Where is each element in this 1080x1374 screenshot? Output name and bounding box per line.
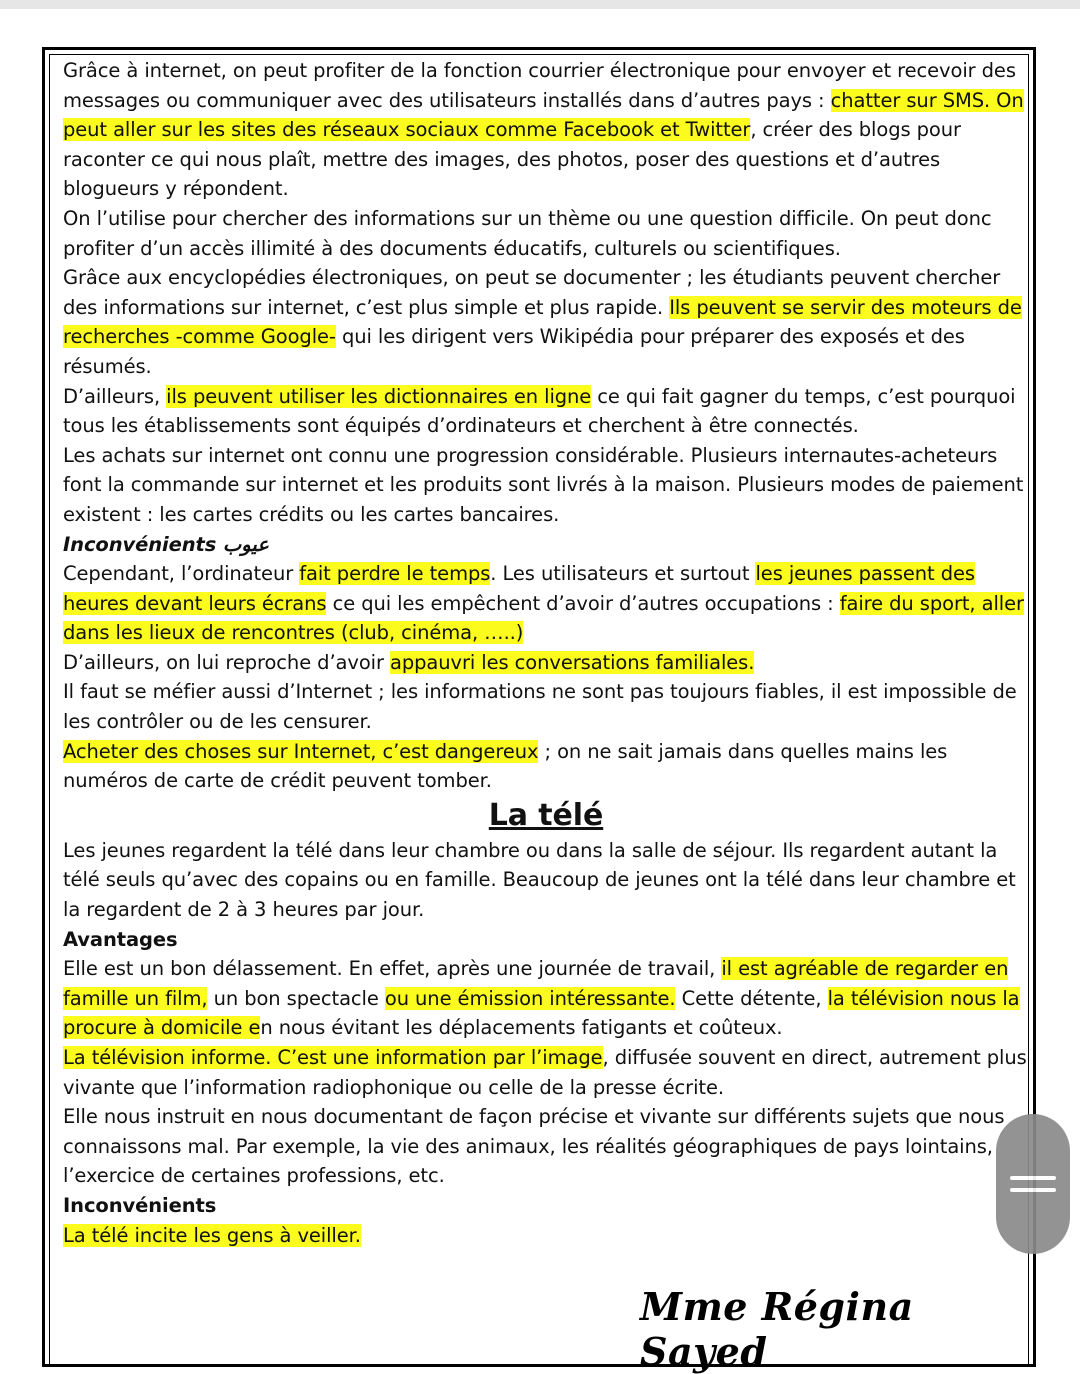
highlight: Acheter des choses sur Internet, c’est dangereux	[63, 739, 539, 763]
tele-paragraph-1: Les jeunes regardent la télé dans leur chambre ou dans la salle de séjour. Ils regardent autant la télé seuls qu’avec des copains ou en famille. Beaucoup de jeunes ont la télé dans leur chambre et la regardent de 2 à 3 heures par jour.	[63, 838, 1016, 922]
tele-paragraph-4: Elle nous instruit en nous documentant de façon précise et vivante sur différents sujets que nous connaissons mal. Par exemple, la vie des animaux, les réalités géographiques de pays lointains, l’exercice de certaines professions, etc.	[63, 1105, 1005, 1188]
tele-inconvenients-heading: Inconvénients	[63, 1193, 217, 1217]
internet-paragraph-8: Il faut se méfier aussi d’Internet ; les informations ne sont pas toujours fiables, il est impossible de les contrôler ou de les censurer.	[63, 680, 1017, 734]
drag-handle-line	[1010, 1176, 1056, 1180]
top-status-strip	[0, 0, 1080, 9]
internet-paragraph-4: D’ailleurs, ils peuvent utiliser les dictionnaires en ligne ce qui fait gagner du temps, c’est pourquoi tous les établissements sont équipés d’ordinateurs et cherchent à être connectés.	[63, 384, 1016, 438]
section-title-tele: La télé	[488, 797, 604, 833]
highlight: ou une émission intéressante.	[384, 986, 676, 1010]
internet-paragraph-3: Grâce aux encyclopédies électroniques, on peut se documenter ; les étudiants peuvent chercher des informations sur internet, c’est plus simple et plus rapide. Ils peuvent se servir des moteurs de recherches -comme Google- qui les dirigent vers Wikipédia pour préparer des exposés et des résumés.	[63, 266, 1022, 378]
tele-avantages-heading: Avantages	[63, 927, 178, 951]
highlight: les jeunes passent des heures devant leurs écrans	[63, 562, 975, 615]
highlight: chatter sur SMS. On peut aller sur les sites des réseaux sociaux comme Facebook et Twitter	[63, 88, 1024, 142]
internet-inconvenients-heading: Inconvénients عيوب	[63, 532, 269, 556]
highlight: la télévision nous la procure à domicile e	[63, 986, 1020, 1040]
tele-paragraph-3: La télévision informe. C’est une information par l’image, diffusée souvent en direct, autrement plus vivante que l’information radiophonique ou celle de la presse écrite.	[63, 1046, 1027, 1099]
highlight: La télé incite les gens à veiller.	[63, 1223, 361, 1247]
tele-paragraph-2: Elle est un bon délassement. En effet, après une journée de travail, il est agréable de regarder en famille un film, un bon spectacle ou une émission intéressante. Cette détente, la télévision nous la procure à domicile en nous évitant les déplacements fatigants et coûteux.	[63, 957, 1020, 1040]
highlight: ils peuvent utiliser les dictionnaires en ligne	[166, 384, 592, 408]
tele-paragraph-5	[63, 1221, 1029, 1251]
internet-paragraph-5: Les achats sur internet ont connu une progression considérable. Plusieurs internautes-acheteurs font la commande sur internet et les produits sont livrés à la maison. Plusieurs modes de paiement existent : les cartes crédits ou les cartes bancaires.	[63, 443, 1024, 526]
highlight: La télévision informe. C’est une information par l’image	[63, 1046, 603, 1069]
highlight: Ils peuvent se servir des moteurs de recherches -comme Google-	[63, 295, 1022, 349]
internet-paragraph-9: Acheter des choses sur Internet, c’est dangereux ; on ne sait jamais dans quelles mains les numéros de carte de crédit peuvent tomber.	[63, 739, 948, 793]
internet-paragraph-1: Grâce à internet, on peut profiter de la fonction courrier électronique pour envoyer et recevoir des messages ou communiquer avec des utilisateurs installés dans d’autres pays : chatter sur SMS. On peut aller sur les sites des réseaux sociaux comme Facebook et Twitter, créer des blogs pour raconter ce qui nous plaît, mettre des images, des photos, poser des questions et d’autres blogueurs y répondent.	[63, 59, 1024, 201]
internet-paragraph-6: Cependant, l’ordinateur fait perdre le temps. Les utilisateurs et surtout les jeunes passent des heures devant leurs écrans ce qui les empêchent d’avoir d’autres occupations : faire du sport, aller dans les lieux de rencontres (club, cinéma, …..)	[63, 562, 1024, 645]
internet-paragraph-2: On l’utilise pour chercher des informations sur un thème ou une question difficile. On peut donc profiter d’un accès illimité à des documents éducatifs, culturels ou scientifiques.	[63, 206, 992, 260]
internet-paragraph-7: D’ailleurs, on lui reproche d’avoir appauvri les conversations familiales.	[63, 650, 755, 674]
document-body	[63, 56, 1029, 1250]
highlight: il est agréable de regarder en famille un film,	[63, 957, 1009, 1010]
highlight: appauvri les conversations familiales.	[390, 650, 755, 674]
highlight: fait perdre le temps	[299, 562, 491, 586]
drag-handle-line	[1010, 1188, 1056, 1192]
highlight: faire du sport, aller dans les lieux de rencontres (club, cinéma, …..)	[63, 591, 1024, 645]
author-signature: Mme Régina Sayed	[640, 1284, 914, 1374]
drag-handle-icon[interactable]	[996, 1114, 1070, 1254]
